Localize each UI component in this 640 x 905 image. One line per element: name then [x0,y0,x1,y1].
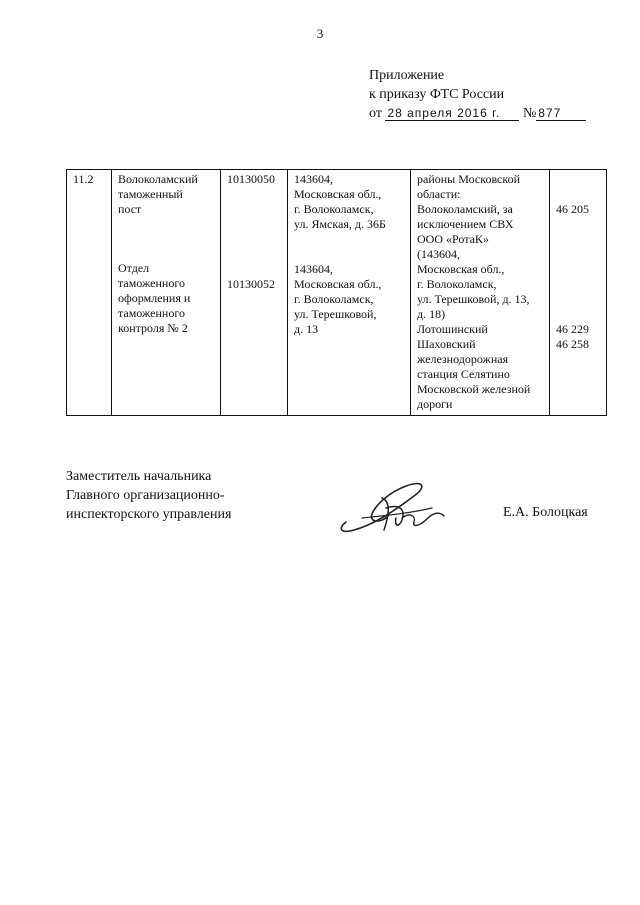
customs-posts-table [66,169,607,416]
region-volokolamsk-line: г. Волоколамск, [417,277,497,291]
region-station-line: станция Селятино [417,367,510,381]
region-station-line: железнодорожная [417,352,509,366]
post2-name-line: контроля № 2 [118,321,188,335]
post2-name-line: Отдел [118,261,150,275]
region-volokolamsk-line: (143604, [417,247,460,261]
handwritten-signature [336,478,448,538]
signatory-name: Е.А. Болоцкая [503,505,588,520]
post1-address-line: 143604, [294,172,333,186]
table-row [67,170,607,416]
region-intro-line: районы Московской [417,172,521,186]
post1-address-line: г. Волоколамск, [294,202,374,216]
post1-code: 10130050 [227,172,275,186]
post2-address-line: ул. Терешковой, [294,307,377,321]
post1-name-line: пост [118,202,142,216]
post1-name-line: таможенный [118,187,183,201]
number-label: № [522,106,537,121]
from-label: от [369,106,382,121]
post1-address-line: Московская обл., [294,187,382,201]
region-volokolamsk-line: д. 18) [417,307,446,321]
post-code-cell [221,170,288,416]
region-volokolamsk-line: исключением СВХ [417,217,514,231]
region-volokolamsk-line: ул. Терешковой, д. 13, [417,292,530,306]
region-cell [411,170,550,416]
region-volokolamsk-line: ООО «РотаК» [417,232,489,246]
code-lotoshinsky: 46 229 [556,322,589,336]
annex-label: Приложение [369,68,445,83]
post2-name-line: таможенного [118,306,185,320]
post2-name-line: таможенного [118,276,185,290]
post1-name-line: Волоколамский [118,172,198,186]
post-address-cell [288,170,411,416]
signatory-title-line: Заместитель начальника [66,469,212,484]
okato-code-cell [550,170,607,416]
page-number: 3 [316,26,324,41]
post2-name-line: оформления и [118,291,191,305]
region-volokolamsk-line: Волоколамский, за [417,202,513,216]
post2-address-line: Московская обл., [294,277,382,291]
post1-address-line: ул. Ямская, д. 36Б [294,217,386,231]
post2-code: 10130052 [227,277,275,291]
region-shakhovsky: Шаховский [417,337,476,351]
region-intro-line: области: [417,187,461,201]
order-date-line [369,104,586,123]
signatory-title [66,467,231,524]
region-lotoshinsky: Лотошинский [417,322,488,336]
signatory-title-line: инспекторского управления [66,507,232,522]
region-volokolamsk-line: Московская обл., [417,262,505,276]
post2-address-line: 143604, [294,262,333,276]
row-number-cell [67,170,112,416]
annex-header [369,66,586,123]
post2-address-line: г. Волоколамск, [294,292,374,306]
region-station-line: Московской железной [417,382,531,396]
row-number: 11.2 [73,172,94,186]
code-volokolamsk: 46 205 [556,202,589,216]
code-shakhovsky: 46 258 [556,337,589,351]
order-number: 877 [536,106,586,121]
region-station-line: дороги [417,397,453,411]
post-name-cell [112,170,221,416]
order-reference: к приказу ФТС России [369,87,505,102]
post2-address-line: д. 13 [294,322,319,336]
signatory-title-line: Главного организационно- [66,488,225,503]
order-date: 28 апреля 2016 г. [385,106,519,121]
